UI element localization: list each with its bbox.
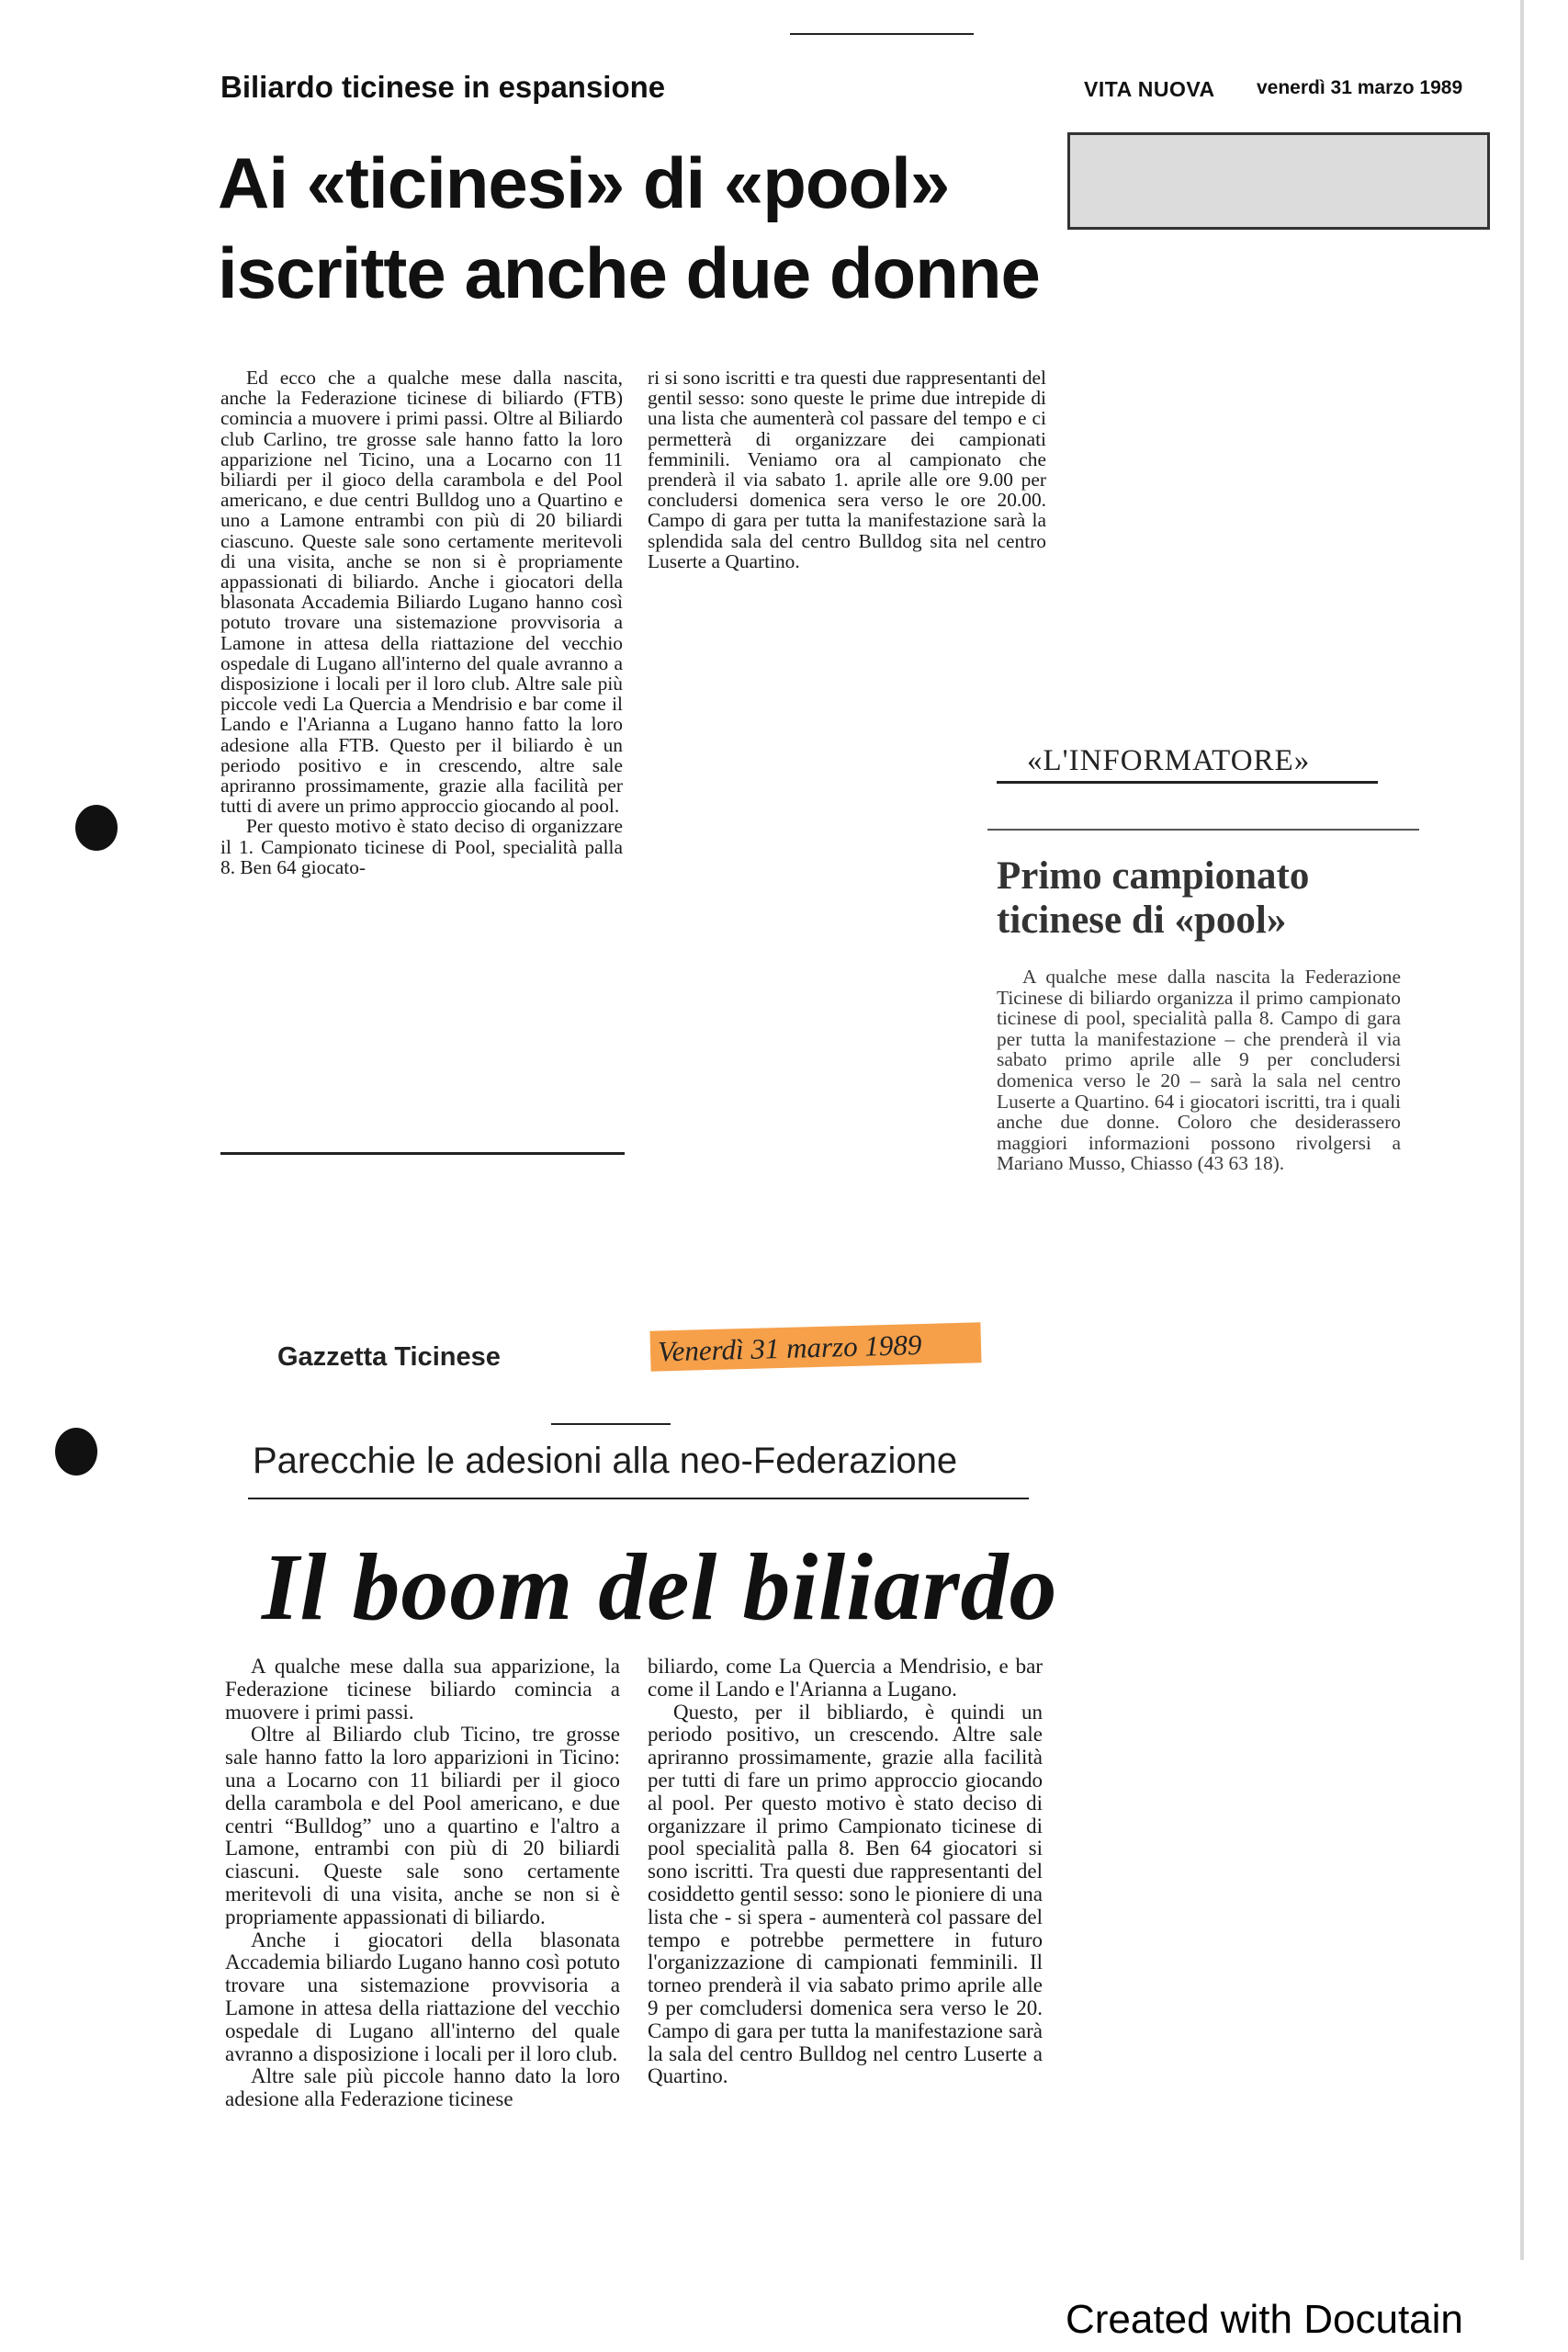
article3-col1-paragraph2: Oltre al Biliardo club Ticino, tre grosse sale hanno fatto la loro apparizioni in Ticino: una a Locarno con 11 biliardi per il gioco della carambola e del Pool americano, e due centri “Bulldog” uno a quartino e l'altro a Lamone, entrambi con più di 20 biliardi ciascuni. Queste sale sono certamente meritevoli di una visita, anche se non si è propriamente appassionati di biliardo. <box>225 1723 620 1928</box>
article1-masthead: VITA NUOVA <box>1084 77 1215 101</box>
article3-kicker: Parecchie le adesioni alla neo-Federazione <box>253 1441 958 1481</box>
article2-body: A qualche mese dalla nascita la Federazione Ticinese di biliardo organizza il primo campionato ticinese di pool, specialità palla 8. Campo di gara per tutta la manifestazione – che prenderà il via sabato primo aprile alle 9 per concludersi domenica verso le 20 – sarà la sala nel centro Luserte a Quartino. 64 i giocatori iscritti, tra i quali anche due donne. Coloro che desiderassero maggiori informazioni possono rivolgersi a Mariano Musso, Chiasso (43 63 18). <box>997 966 1401 1175</box>
article1-date: venerdì 31 marzo 1989 <box>1257 77 1463 98</box>
article1-column1 <box>220 368 623 877</box>
article3-headline: Il boom del biliardo <box>262 1534 1058 1640</box>
punch-hole-bottom <box>55 1428 97 1476</box>
article3-kicker-rule <box>248 1498 1029 1499</box>
top-rule <box>790 33 974 35</box>
article3-col1-paragraph3: Anche i giocatori della blasonata Accademia biliardo Lugano hanno così potuto trovare una sistemazione provvisoria a Lamone in attesa della riattazione del vecchio ospedale di Lugano all'interno del quale avranno a disposizione i locali per il loro club. <box>225 1928 620 2065</box>
article2-headline-line1: Primo campionato <box>997 854 1310 898</box>
article1-headline <box>218 138 1044 318</box>
article2-headline-rule <box>987 829 1419 831</box>
article3-column1 <box>225 1656 620 2111</box>
article3-col2-paragraph1: biliardo, come La Quercia a Mendrisio, e bar come il Lando e l'Arianna a Lugano. <box>648 1655 1043 1701</box>
punch-hole-top <box>75 805 118 851</box>
article1-column2 <box>648 368 1046 571</box>
article1-col2-paragraph1: ri si sono iscritti e tra questi due rappresentanti del gentil sesso: sono queste le prime due intrepide di una lista che aumenterà col passare del tempo e ci permetterà di organizzare dei campionati femminili. Veniamo ora al campionato che prenderà il via sabato 1. aprile alle ore 9.00 per concludersi domenica sera verso le ore 20.00. Campo di gara per tutta la manifestazione sarà la splendida sala del centro Bulldog sita nel centro Luserte a Quartino. <box>648 367 1046 572</box>
article3-date-highlight <box>649 1322 981 1371</box>
article1-headline-line1: Ai «ticinesi» di «pool» <box>218 142 950 223</box>
page-edge <box>1520 0 1524 2260</box>
article3-col1-paragraph4: Altre sale più piccole hanno dato la loro adesione alla Federazione ticinese <box>225 2064 620 2111</box>
gray-box <box>1067 132 1490 230</box>
article3-col1-paragraph1: A qualche mese dalla sua apparizione, la Federazione ticinese biliardo comincia a muovere i primi passi. <box>225 1655 620 1724</box>
article1-end-rule <box>220 1152 625 1155</box>
article2-masthead-rule <box>997 781 1378 784</box>
article1-col1-paragraph1: Ed ecco che a qualche mese dalla nascita, anche la Federazione ticinese di biliardo (FTB) comincia a muovere i primi passi. Oltre al Biliardo club Carlino, tre grosse sale hanno fatto la loro apparizione nel Ticino, una a Locarno con 11 biliardi per il gioco della carambola e del Pool americano, e due centri Bulldog uno a Quartino e uno a Lamone entrambi con più di 20 biliardi ciascuno. Queste sale sono certamente meritevoli di una visita, anche se non si è propriamente appassionati di biliardo. Anche i giocatori della blasonata Accademia Biliardo Lugano hanno così potuto trovare una sistemazione provvisoria a Lamone in attesa della riattazione del vecchio ospedale di Lugano all'interno del quale avranno a disposizione i locali per il loro club. Altre sale più piccole vedi La Quercia a Mendrisio e bar come il Lando e l'Arianna a Lugano hanno fatto la loro adesione alla FTB. Questo per il biliardo è un periodo positivo e in crescendo, altre sale apriranno prossimamente, grazie alla facilità per tutti di avere un primo approccio giocando al pool. <box>220 367 623 818</box>
article3-column2 <box>648 1656 1043 2088</box>
article1-headline-line2: iscritte anche due donne <box>218 232 1040 313</box>
article3-top-rule <box>551 1423 671 1425</box>
article3-col2-paragraph2: Questo, per il bibliardo, è quindi un periodo positivo, un crescendo. Altre sale apriranno prossimamente, grazie alla facilità per tutti di fare un primo approccio giocando al pool. Per questo motivo è stato deciso di organizzare il primo Campionato ticinese di pool specialità palla 8. Ben 64 giocatori si sono iscritti. Tra questi due rappresentanti del cosiddetto gentil sesso: sono le pioniere di una lista che - si spera - aumenterà col passare del tempo e potrebbe permettere in futuro l'organizzazione di campionati femminili. Il torneo prenderà il via sabato primo aprile alle 9 per comcludersi domenica sera verso le 20. Campo di gara per tutta la manifestazione sarà la sala del centro Bulldog nel centro Luserte a Quartino. <box>648 1700 1043 2088</box>
article1-col1-paragraph2: Per questo motivo è stato deciso di organizzare il 1. Campionato ticinese di Pool, specialità palla 8. Ben 64 giocato- <box>220 815 623 878</box>
article2-headline-line2: ticinese di «pool» <box>997 899 1287 942</box>
article2-masthead: «L'INFORMATORE» <box>1027 744 1311 777</box>
docutain-watermark: Created with Docutain <box>1066 2297 1463 2342</box>
article2-headline <box>997 854 1438 943</box>
article3-date: Venerdì 31 marzo 1989 <box>657 1328 922 1368</box>
article1-kicker: Biliardo ticinese in espansione <box>220 70 666 104</box>
article3-masthead: Gazzetta Ticinese <box>277 1342 501 1372</box>
